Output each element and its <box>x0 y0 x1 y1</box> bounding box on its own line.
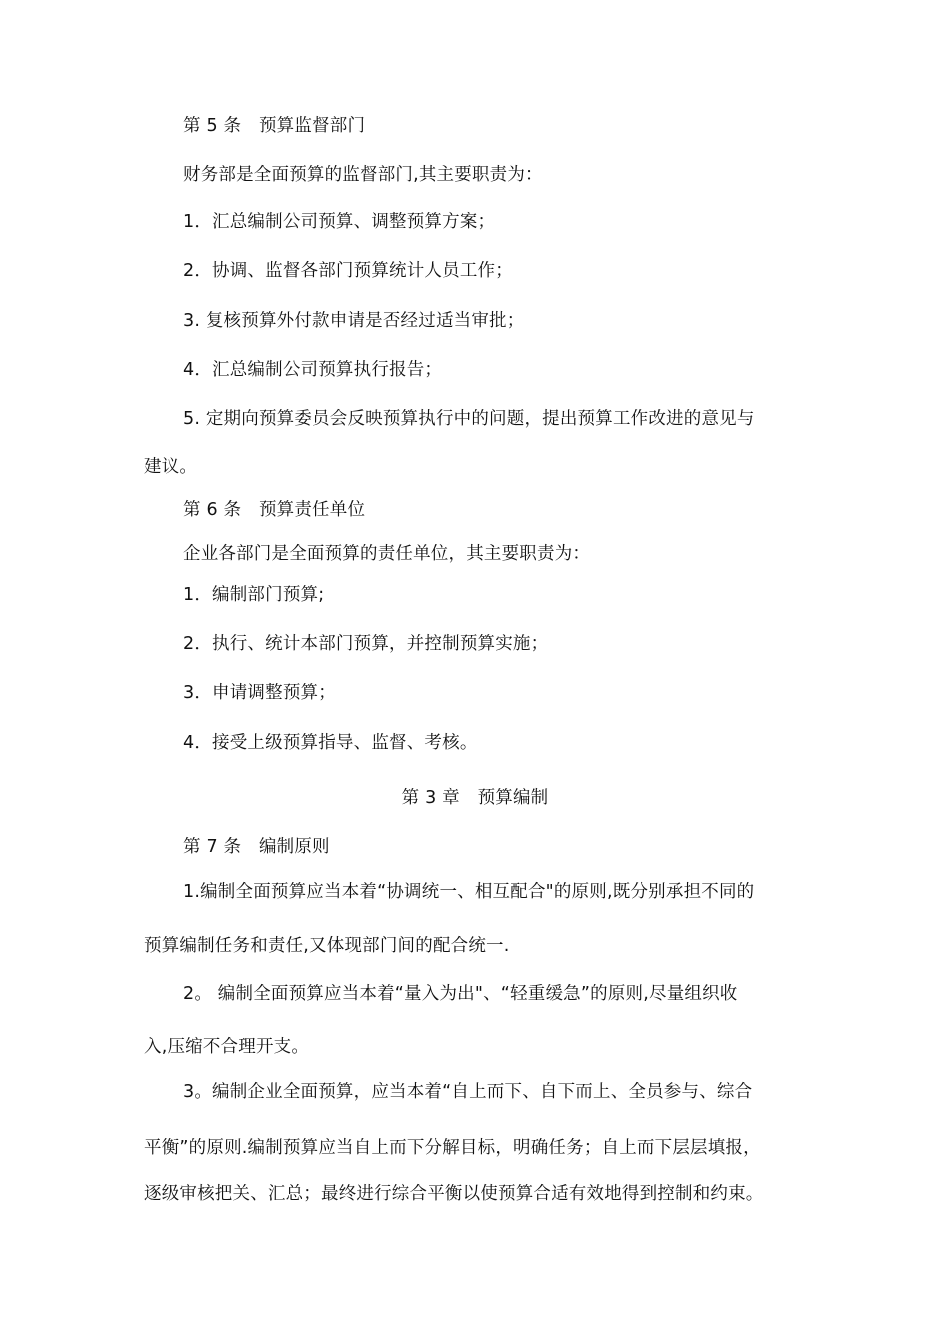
article-5-item-3: 3. 复核预算外付款申请是否经过适当审批； <box>183 311 525 331</box>
article-5-item-4: 4．汇总编制公司预算执行报告； <box>183 360 443 380</box>
article-5-item-5-line-1: 5. 定期向预算委员会反映预算执行中的问题，提出预算工作改进的意见与 <box>183 409 755 429</box>
article-5-intro: 财务部是全面预算的监督部门,其主要职责为： <box>183 165 543 185</box>
article-6-item-1: 1．编制部门预算; <box>183 585 325 605</box>
article-7-p3-line-2: 平衡”的原则.编制预算应当自上而下分解目标，明确任务；自上而下层层填报， <box>144 1138 761 1158</box>
article-5-item-1: 1．汇总编制公司预算、调整预算方案； <box>183 212 496 232</box>
article-6-item-4: 4．接受上级预算指导、监督、考核。 <box>183 733 478 753</box>
article-5-item-5-line-2: 建议。 <box>144 457 198 477</box>
article-6-intro: 企业各部门是全面预算的责任单位，其主要职责为： <box>183 544 591 564</box>
article-6-item-3: 3．申请调整预算； <box>183 683 336 703</box>
article-6-heading: 第 6 条 预算责任单位 <box>183 500 366 520</box>
article-7-p2-line-1: 2。 编制全面预算应当本着“量入为出"、“轻重缓急”的原则,尽量组织收 <box>183 984 738 1004</box>
article-7-heading: 第 7 条 编制原则 <box>183 837 330 857</box>
article-7-p1-line-1: 1.编制全面预算应当本着“协调统一、相互配合"的原则,既分别承担不同的 <box>183 882 755 902</box>
article-5-item-2: 2．协调、监督各部门预算统计人员工作； <box>183 261 513 281</box>
article-7-p1-line-2: 预算编制任务和责任,又体现部门间的配合统一. <box>144 936 510 956</box>
article-5-heading: 第 5 条 预算监督部门 <box>183 116 366 136</box>
article-6-item-2: 2．执行、统计本部门预算，并控制预算实施； <box>183 634 549 654</box>
article-7-p2-line-2: 入,压缩不合理开支。 <box>144 1037 310 1057</box>
chapter-3-title: 第 3 章 预算编制 <box>401 788 549 808</box>
article-7-p3-line-1: 3。编制企业全面预算，应当本着“自上而下、自下而上、全员参与、综合 <box>183 1082 753 1102</box>
article-7-p3-line-3: 逐级审核把关、汇总；最终进行综合平衡以使预算合适有效地得到控制和约束。 <box>144 1184 764 1204</box>
